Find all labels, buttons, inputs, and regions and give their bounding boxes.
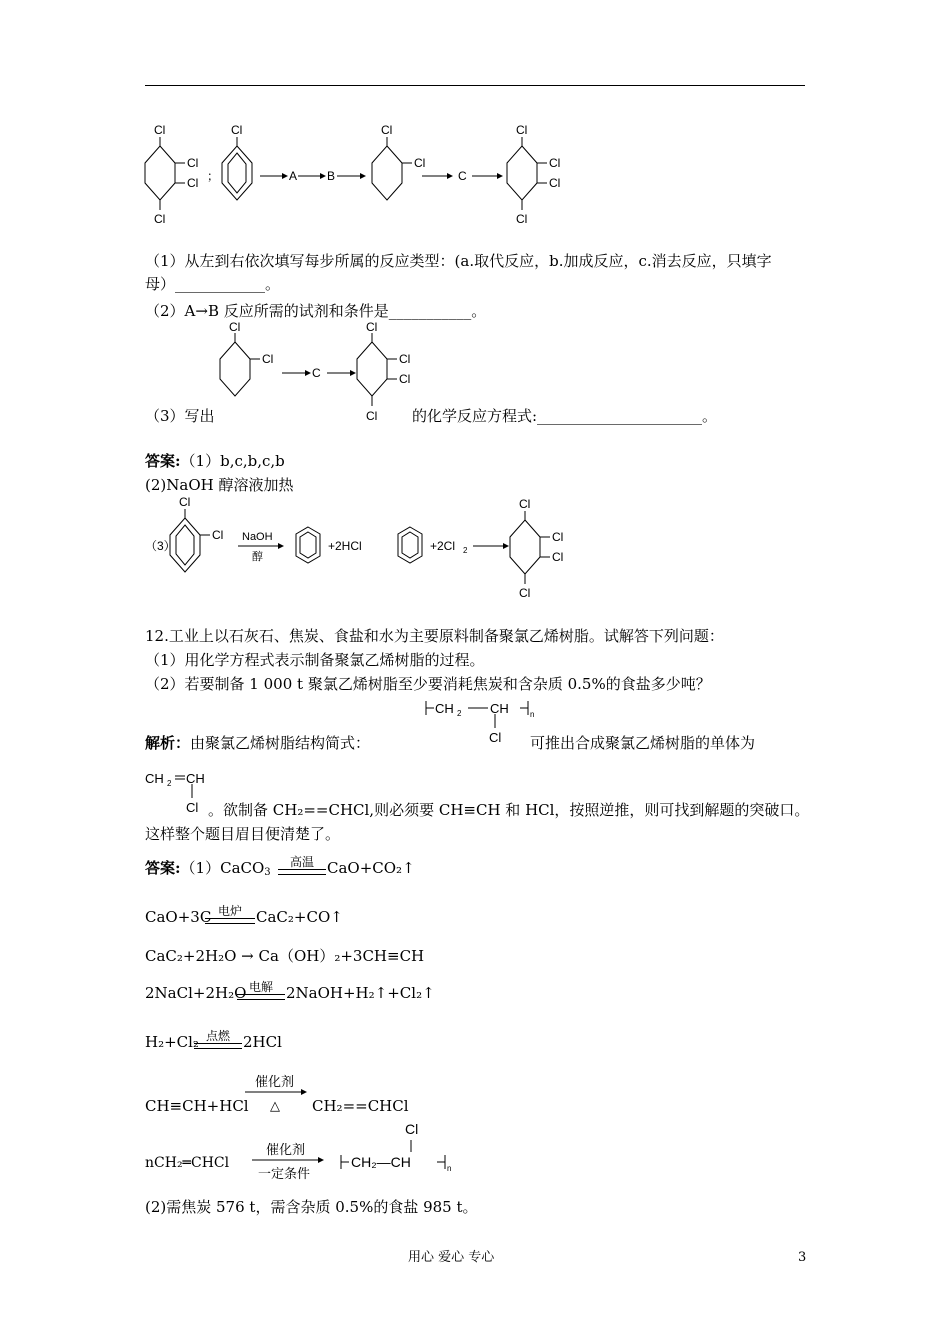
q11-part1-line1: （1）从左到右依次填写每步所属的反应类型：(a.取代反应，b.加成反应，c.消去反应，只填字: [145, 252, 772, 270]
q11-part3-scheme: [210, 320, 420, 425]
cl-label: Cl: [414, 156, 426, 170]
q12-analysis-b: 可推出合成聚氯乙烯树脂的单体为: [530, 734, 756, 752]
cl-label: Cl: [366, 409, 378, 423]
q11-reaction-scheme: [140, 120, 580, 235]
eq1: [145, 858, 271, 878]
q12-part2: （2）若要制备 1 000 t 聚氯乙烯树脂至少要消耗焦炭和含杂质 0.5%的食盐多少吨？: [145, 675, 711, 693]
label-c: C: [458, 169, 467, 183]
q11-part1-line2: 母）____________。: [145, 275, 281, 293]
analysis-label: 解析：: [145, 734, 191, 752]
eq7-n: n: [447, 1164, 452, 1173]
cl-label: Cl: [516, 212, 528, 226]
polymer-structure: [420, 698, 540, 746]
answer-label: 答案:: [145, 859, 181, 877]
eq7-cond-top: 催化剂: [266, 1142, 306, 1157]
eq1-cond-label: 高温: [289, 855, 314, 869]
poly-cl: Cl: [489, 730, 502, 745]
semicolon: ；: [207, 169, 220, 183]
ans3-prefix: （3）: [145, 539, 176, 553]
eq5-post: 2HCl: [243, 1033, 282, 1051]
q11-answer2: (2)NaOH 醇溶液加热: [145, 476, 294, 494]
eq2-post: CaC₂+CO↑: [256, 908, 343, 926]
eq7-cl: Cl: [405, 1121, 419, 1137]
plus-hcl: +2HCl: [328, 539, 362, 553]
naoh-label: NaOH: [242, 531, 273, 543]
eq6-post: CH₂==CHCl: [312, 1097, 409, 1115]
eq7-cond-bottom: 一定条件: [258, 1166, 311, 1181]
q11-part3-post: 的化学反应方程式:______________________。: [412, 407, 718, 425]
cl-label: Cl: [519, 586, 531, 600]
eq1-pre: （1）CaCO: [180, 859, 265, 877]
eq3: CaC₂+2H₂O → Ca（OH）₂+3CH≡CH: [145, 947, 425, 965]
cl-label: Cl: [519, 497, 531, 511]
q12-analysis-a: [145, 733, 370, 753]
label-c: C: [312, 366, 321, 380]
q12-analysis-c: 。欲制备 CH₂==CHCl,则必须要 CH≡CH 和 HCl，按照逆推，则可找到解题的突破口。: [208, 801, 810, 819]
mono-cl: Cl: [186, 800, 199, 815]
label-b: B: [327, 169, 336, 183]
q11-part3-pre: （3）写出: [145, 407, 215, 425]
eq1-post: CaO+CO₂↑: [327, 859, 415, 877]
eq5-cond-label: 点燃: [205, 1029, 230, 1043]
answer-text: （1）b,c,b,c,b: [180, 452, 285, 470]
cl-label: Cl: [366, 320, 378, 334]
footer-motto: 用心 爱心 专心: [408, 1250, 495, 1265]
eq4-cond-label: 电解: [248, 980, 273, 994]
analysis-text: 由聚氯乙烯树脂结构简式：: [190, 734, 371, 752]
eq7-product: [335, 1118, 455, 1176]
eq4-condition: [237, 980, 285, 1000]
eq6-cond-bottom: △: [270, 1098, 280, 1113]
poly-two: 2: [457, 709, 462, 718]
poly-ch2: CH: [435, 701, 454, 716]
eq2-condition: [205, 904, 255, 924]
eq6-arrow: [243, 1072, 309, 1116]
cl-label: Cl: [549, 156, 561, 170]
answer-label: 答案:: [145, 452, 181, 470]
cl-label: Cl: [154, 212, 166, 226]
q11-part2: （2）A→B 反应所需的试剂和条件是___________。: [145, 302, 487, 320]
label-a: A: [289, 169, 298, 183]
poly-n: n: [530, 710, 535, 719]
cl-label: Cl: [229, 320, 241, 334]
eq4-pre: 2NaCl+2H₂O: [145, 984, 247, 1002]
cl-label: Cl: [187, 156, 199, 170]
cl-label: Cl: [552, 550, 564, 564]
q11-answer1: [145, 451, 285, 471]
eq5-condition: [194, 1029, 242, 1049]
poly-ch: CH: [490, 701, 509, 716]
cl-label: Cl: [516, 123, 528, 137]
q12-part1: （1）用化学方程式表示制备聚氯乙烯树脂的过程。: [145, 651, 485, 669]
page-number: 3: [798, 1250, 807, 1265]
cl-label: Cl: [399, 372, 411, 386]
q12-analysis-d: 这样整个题目眉目便清楚了。: [145, 825, 341, 843]
eq1-sub: 3: [264, 867, 271, 878]
cl-label: Cl: [549, 176, 561, 190]
eq6-cond-top: 催化剂: [255, 1074, 295, 1089]
alcohol-label: 醇: [252, 551, 263, 563]
cl-label: Cl: [187, 176, 199, 190]
eq2-pre: CaO+3C: [145, 908, 212, 926]
cl-label: Cl: [179, 495, 191, 509]
cl-label: Cl: [381, 123, 393, 137]
eq6-pre: CH≡CH+HCl: [145, 1097, 249, 1115]
cl-label: Cl: [399, 352, 411, 366]
q11-answer3-scheme: [140, 492, 580, 604]
eq7-pre: nCH₂═CHCl: [145, 1155, 230, 1171]
cl-label: Cl: [262, 352, 274, 366]
eq2-cond-label: 电炉: [217, 904, 242, 918]
mono-ch2: CH: [145, 771, 164, 786]
cl-label: Cl: [231, 123, 243, 137]
mono-ch: CH: [186, 771, 205, 786]
q12-answer2: (2)需焦炭 576 t，需含杂质 0.5%的食盐 985 t。: [145, 1198, 478, 1216]
plus-cl2: +2Cl: [430, 539, 456, 553]
header-rule: [145, 85, 805, 86]
eq7-poly: CH₂—CH: [351, 1154, 411, 1170]
eq4-post: 2NaOH+H₂↑+Cl₂↑: [286, 984, 435, 1002]
eq1-condition: [278, 855, 326, 875]
cl-label: Cl: [552, 530, 564, 544]
cl2-sub: 2: [463, 546, 468, 555]
q12-stem: 12.工业上以石灰石、焦炭、食盐和水为主要原料制备聚氯乙烯树脂。试解答下列问题：: [145, 627, 724, 645]
cl-label: Cl: [154, 123, 166, 137]
mono-two: 2: [167, 779, 172, 788]
eq7-arrow: [250, 1140, 326, 1184]
eq5-pre: H₂+Cl₂: [145, 1033, 199, 1051]
cl-label: Cl: [212, 528, 224, 542]
